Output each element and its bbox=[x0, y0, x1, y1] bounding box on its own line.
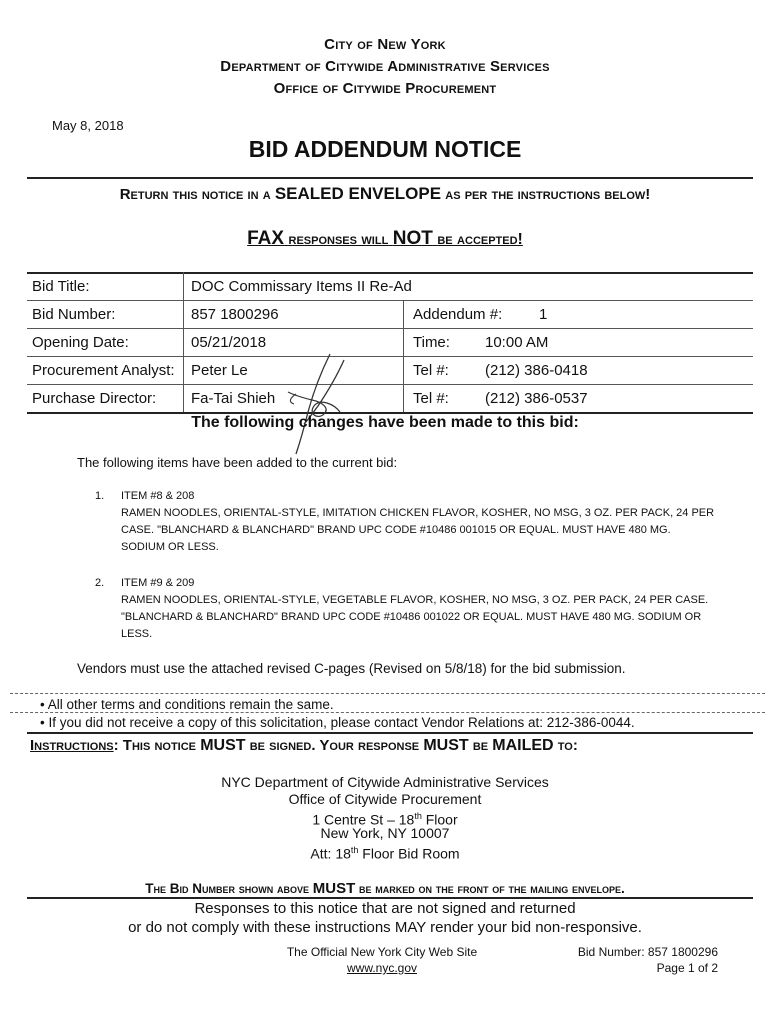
item-number: 2. bbox=[95, 577, 105, 589]
bullet-icon: • bbox=[40, 715, 45, 730]
responses-line: or do not comply with these instructions MAY render your bid non-responsive. bbox=[128, 919, 642, 936]
time-value: 10:00 AM bbox=[485, 334, 549, 351]
fax-notice-not: NOT bbox=[392, 228, 433, 249]
changes-heading: The following changes have been made to this bid: bbox=[191, 414, 579, 431]
return-notice-post: as per the instructions below! bbox=[445, 186, 651, 203]
envelope-note bbox=[0, 880, 770, 897]
header-office: Office of Citywide Procurement bbox=[273, 80, 497, 97]
table-row-divider bbox=[27, 328, 753, 329]
footer-site: The Official New York City Web Site bbox=[286, 945, 478, 959]
opening-date-label: Opening Date: bbox=[32, 334, 129, 351]
fax-notice-mid: responses will bbox=[288, 231, 389, 248]
tel2-label: Tel #: bbox=[413, 390, 449, 407]
tel1-label: Tel #: bbox=[413, 362, 449, 379]
fax-notice-fax: FAX bbox=[247, 228, 285, 249]
director-value: Fa-Tai Shieh bbox=[191, 390, 276, 407]
item-line: "BLANCHARD & BLANCHARD" BRAND UPC CODE #10486 001022 OR EQUAL. MUST HAVE 480 MG. SODIUM OR bbox=[121, 611, 702, 623]
bullet-text: All other terms and conditions remain the same. bbox=[47, 697, 334, 712]
instructions-must2: MUST bbox=[423, 737, 469, 754]
table-col-divider bbox=[183, 272, 184, 412]
return-notice bbox=[0, 184, 770, 204]
bullet-text: If you did not receive a copy of this solicitation, please contact Vendor Relations at: 212-386-0044. bbox=[48, 715, 635, 730]
dotted-divider bbox=[10, 693, 765, 694]
instructions-line: Instructions: This notice MUST be signed. Your response MUST be MAILED to: bbox=[30, 737, 578, 754]
divider bbox=[27, 177, 753, 179]
item-number: 1. bbox=[95, 490, 105, 502]
item-line: CASE. "BLANCHARD & BLANCHARD" BRAND UPC CODE #10486 001015 OR EQUAL. MUST HAVE 480 MG. bbox=[121, 524, 671, 536]
intro-text: The following items have been added to the current bid: bbox=[77, 455, 398, 470]
responses-line: Responses to this notice that are not signed and returned bbox=[194, 900, 576, 917]
signature-image bbox=[278, 350, 358, 460]
table-row-divider bbox=[27, 384, 753, 385]
bullet-item bbox=[40, 715, 635, 730]
divider bbox=[27, 897, 753, 899]
table-top-rule bbox=[27, 272, 753, 274]
address-line: Att: 18th Floor Bid Room bbox=[310, 845, 460, 862]
instructions-must1: MUST bbox=[200, 737, 246, 754]
opening-date-value: 05/21/2018 bbox=[191, 334, 267, 351]
instructions-text2: be signed. Your response bbox=[249, 737, 420, 754]
addendum-label: Addendum #: bbox=[413, 306, 503, 323]
footer-url-link[interactable]: www.nyc.gov bbox=[346, 961, 418, 975]
divider bbox=[27, 732, 753, 734]
analyst-label: Procurement Analyst: bbox=[32, 362, 175, 379]
return-notice-pre: Return this notice in a bbox=[119, 186, 271, 203]
page-title: BID ADDENDUM NOTICE bbox=[248, 136, 522, 162]
time-label: Time: bbox=[413, 334, 450, 351]
envelope-note-post: be marked on the front of the mailing envelope. bbox=[359, 881, 625, 896]
bid-title-value: DOC Commissary Items II Re-Ad bbox=[191, 278, 412, 295]
bid-number-value: 857 1800296 bbox=[191, 306, 279, 323]
tel1-value: (212) 386-0418 bbox=[485, 362, 588, 379]
item-label: ITEM #8 & 208 bbox=[121, 490, 195, 502]
footer-page-number: Page 1 of 2 bbox=[656, 961, 718, 975]
item-label: ITEM #9 & 209 bbox=[121, 577, 195, 589]
footer-bid-number: Bid Number: 857 1800296 bbox=[577, 945, 718, 959]
address-line: Office of Citywide Procurement bbox=[288, 791, 482, 807]
fax-notice bbox=[0, 228, 770, 250]
bid-title-label: Bid Title: bbox=[32, 278, 90, 295]
instructions-text3: be bbox=[472, 737, 489, 754]
item-line: RAMEN NOODLES, ORIENTAL-STYLE, IMITATION CHICKEN FLAVOR, KOSHER, NO MSG, 3 OZ. PER PACK, 24 PER bbox=[121, 507, 715, 519]
envelope-note-must: MUST bbox=[312, 880, 356, 897]
dotted-divider bbox=[10, 712, 765, 713]
tel2-value: (212) 386-0537 bbox=[485, 390, 588, 407]
item-line: LESS. bbox=[121, 628, 153, 640]
instructions-text1: This notice bbox=[122, 737, 197, 754]
bullet-item bbox=[40, 697, 334, 712]
table-row-divider bbox=[27, 356, 753, 357]
table-row-divider bbox=[27, 300, 753, 301]
notice-date: May 8, 2018 bbox=[52, 118, 124, 133]
envelope-note-pre: The Bid Number shown above bbox=[145, 881, 309, 896]
director-label: Purchase Director: bbox=[32, 390, 157, 407]
address-line: NYC Department of Citywide Administrative Services bbox=[221, 774, 549, 790]
address-line: New York, NY 10007 bbox=[320, 825, 450, 841]
fax-notice-post: be accepted! bbox=[437, 231, 523, 248]
analyst-value: Peter Le bbox=[191, 362, 248, 379]
bid-number-label: Bid Number: bbox=[32, 306, 116, 323]
item-line: SODIUM OR LESS. bbox=[121, 541, 219, 553]
return-notice-emph: SEALED ENVELOPE bbox=[274, 184, 442, 203]
bullet-icon: • bbox=[40, 697, 45, 712]
instructions-mailed: MAILED bbox=[492, 737, 554, 754]
instructions-label: Instructions bbox=[30, 737, 114, 754]
table-col-divider bbox=[403, 300, 404, 412]
vendors-note: Vendors must use the attached revised C-pages (Revised on 5/8/18) for the bid submission. bbox=[77, 661, 626, 676]
header-city: City of New York bbox=[324, 36, 446, 53]
addendum-value: 1 bbox=[539, 306, 548, 323]
instructions-text4: to: bbox=[557, 737, 578, 754]
header-department: Department of Citywide Administrative Services bbox=[220, 58, 550, 75]
item-line: RAMEN NOODLES, ORIENTAL-STYLE, VEGETABLE FLAVOR, KOSHER, NO MSG, 3 OZ. PER PACK, 24 PER CASE. bbox=[121, 594, 709, 606]
address-line: 1 Centre St – 18th Floor bbox=[312, 811, 458, 828]
